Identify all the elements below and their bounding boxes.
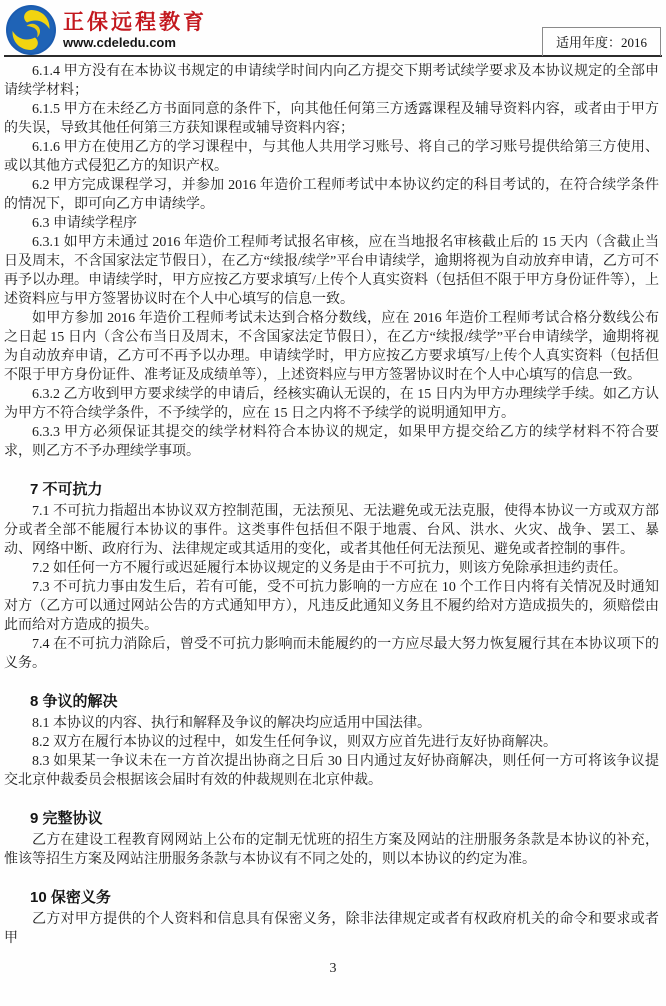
paragraph: 7.2 如任何一方不履行或迟延履行本协议规定的义务是由于不可抗力，则该方免除承担违约责任。	[32, 561, 627, 576]
paragraph: 7.3 不可抗力事由发生后，若有可能，受不可抗力影响的一方应在 10 个工作日内将有关情况及时通知对方（乙方可以通过网站公告的方式通知甲方），凡违反此通知义务且不履约给对方造成损失的，须赔偿由此而给对方造成的损失。	[4, 580, 659, 633]
paragraph: 乙方在建设工程教育网网站上公布的定制无忧班的招生方案及网站的注册服务条款是本协议的补充，惟该等招生方案及网站注册服务条款与本协议有不同之处的，则以本协议的约定为准。	[4, 833, 659, 867]
applicable-year-badge: 适用年度：2016	[542, 27, 661, 56]
paragraph: 6.1.6 甲方在使用乙方的学习课程中，与其他人共用学习账号、将自己的学习账号提供给第三方使用、或以其他方式侵犯乙方的知识产权。	[4, 140, 659, 174]
section-heading: 7 不可抗力	[30, 481, 103, 498]
agreement-body	[0, 57, 666, 948]
paragraph: 7.1 不可抗力指超出本协议双方控制范围，无法预见、无法避免或无法克服，使得本协议一方或双方部分或者全部不能履行本协议的事件。这类事件包括但不限于地震、台风、洪水、火灾、战争、罢工、暴动、网络中断、政府行为、法律规定或其适用的变化，或者其他任何无法预见、避免或者控制的事件。	[4, 504, 659, 557]
section-heading: 9 完整协议	[30, 810, 103, 827]
paragraph: 6.3.3 甲方必须保证其提交的续学材料符合本协议的规定，如果甲方提交给乙方的续学材料不符合要求，则乙方不予办理续学事项。	[4, 425, 659, 459]
paragraph: 6.3.2 乙方收到甲方要求续学的申请后，经核实确认无误的，在 15 日内为甲方办理续学手续。如乙方认为甲方不符合续学条件，不予续学的，应在 15 日之内将不予续学的说明通知甲方。	[4, 387, 659, 421]
brand-swirl-icon	[6, 5, 56, 55]
paragraph: 6.3 申请续学程序	[32, 216, 137, 231]
paragraph: 8.2 双方在履行本协议的过程中，如发生任何争议，则双方应首先进行友好协商解决。	[32, 735, 557, 750]
section-heading: 8 争议的解决	[30, 693, 118, 710]
section-heading: 10 保密义务	[30, 889, 111, 906]
brand-logo	[6, 5, 207, 55]
paragraph: 7.4 在不可抗力消除后，曾受不可抗力影响而未能履约的一方应尽最大努力恢复履行其在本协议项下的义务。	[4, 637, 659, 671]
paragraph: 6.2 甲方完成课程学习，并参加 2016 年造价工程师考试中本协议约定的科目考试的，在符合续学条件的情况下，即可向乙方申请续学。	[4, 178, 659, 212]
paragraph: 如甲方参加 2016 年造价工程师考试未达到合格分数线，应在 2016 年造价工程师考试合格分数线公布之日起 15 日内（含公布当日及周末，不含国家法定节假日），在乙方“续报/续学”平台申请续学，逾期将视为自动放弃申请，乙方可不再予以办理。申请续学时，甲方应按乙方要求填写/上传个人真实资料（包括但不限于甲方身份证件、准考证及成绩单等），上述资料应与甲方签署协议时在个人中心填写的信息一致。	[4, 311, 659, 383]
paragraph: 8.3 如果某一争议未在一方首次提出协商之日后 30 日内通过友好协商解决，则任何一方可将该争议提交北京仲裁委员会根据该会届时有效的仲裁规则在北京仲裁。	[4, 754, 659, 788]
paragraph: 6.1.4 甲方没有在本协议书规定的申请续学时间内向乙方提交下期考试续学要求及本协议规定的全部申请续学材料；	[4, 64, 659, 98]
page-header	[4, 0, 662, 57]
paragraph: 8.1 本协议的内容、执行和解释及争议的解决均应适用中国法律。	[32, 716, 431, 731]
brand-text	[63, 11, 207, 50]
page-number: 3	[329, 961, 337, 976]
paragraph: 6.1.5 甲方在未经乙方书面同意的条件下，向其他任何第三方透露课程及辅导资料内容，或者由于甲方的失误，导致其他任何第三方获知课程或辅导资料内容；	[4, 102, 659, 136]
paragraph: 乙方对甲方提供的个人资料和信息具有保密义务，除非法律规定或者有权政府机关的命令和要求或者甲	[4, 912, 659, 946]
brand-name: 正保远程教育	[63, 10, 207, 34]
brand-url: www.cdeledu.com	[63, 34, 176, 50]
paragraph: 6.3.1 如甲方未通过 2016 年造价工程师考试报名审核，应在当地报名审核截止后的 15 天内（含截止当日及周末，不含国家法定节假日），在乙方“续报/续学”平台申请续学，逾期将视为自动放弃申请，乙方可不再予以办理。申请续学时，甲方应按乙方要求填写/上传个人真实资料（包括但不限于甲方身份证件等），上述资料应与甲方签署协议时在个人中心填写的信息一致。	[4, 235, 659, 307]
